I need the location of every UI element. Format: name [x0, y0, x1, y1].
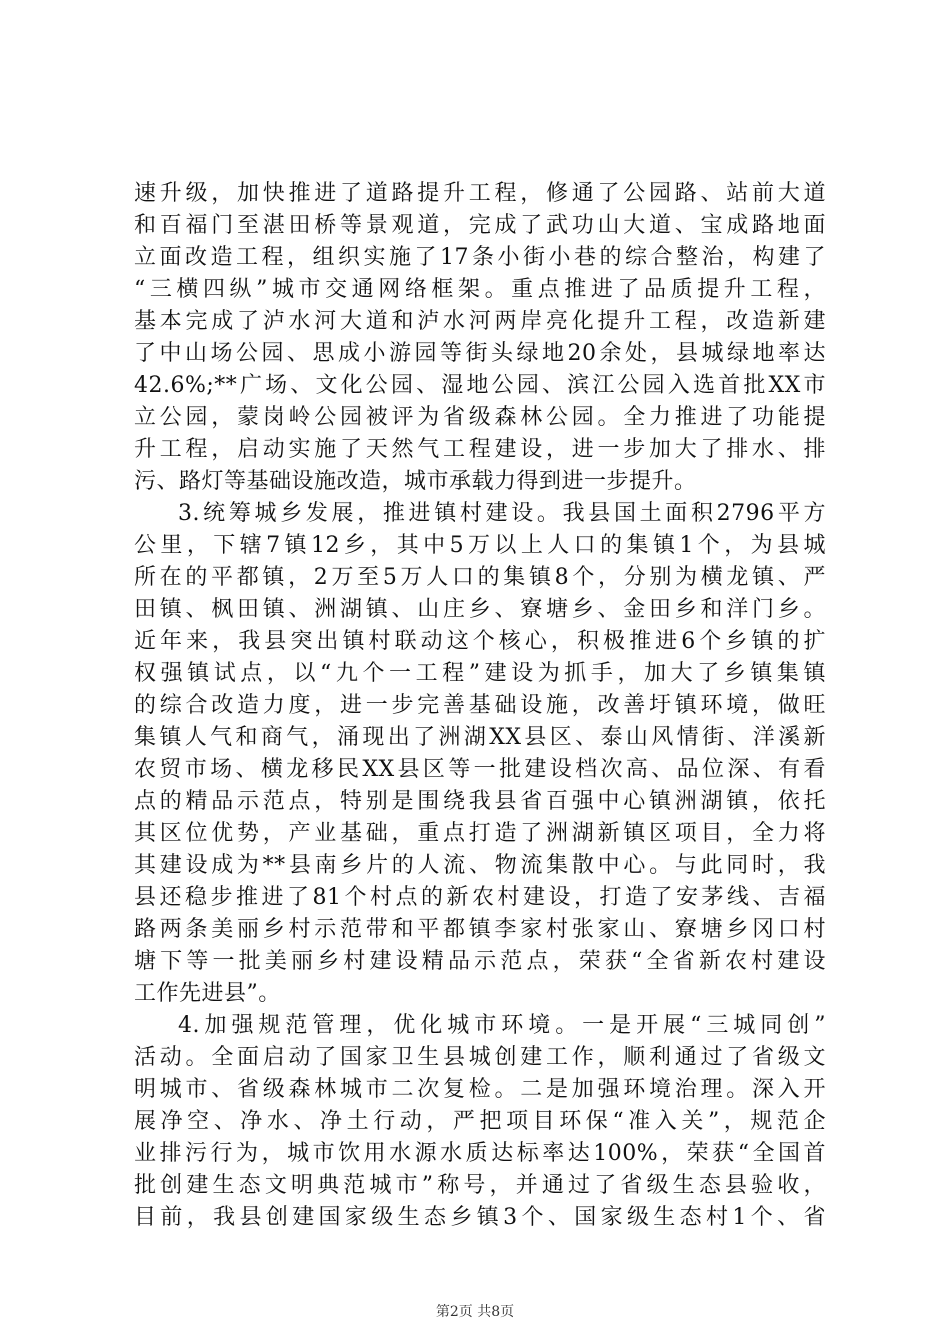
- text-line: 集镇人气和商气，涌现出了洲湖XX县区、泰山风情街、洋溪新: [134, 725, 826, 750]
- text-line: 立面改造工程，组织实施了17条小街小巷的综合整治，构建了: [134, 245, 826, 270]
- text-line: 展净空、净水、净土行动，严把项目环保“准入关”，规范企: [134, 1109, 826, 1134]
- text-line: 基本完成了泸水河大道和泸水河两岸亮化提升工程，改造新建: [134, 309, 826, 334]
- text-line: 批创建生态文明典范城市”称号，并通过了省级生态县验收，: [134, 1173, 826, 1198]
- text-line: 的综合改造力度，进一步完善基础设施，改善圩镇环境，做旺: [134, 693, 826, 718]
- text-line: 3.统筹城乡发展，推进镇村建设。我县国土面积2796平方: [178, 501, 826, 526]
- page-footer: 第2页 共8页: [435, 1304, 515, 1320]
- text-line: 了中山场公园、思成小游园等街头绿地20余处，县城绿地率达: [134, 341, 826, 366]
- text-line: 活动。全面启动了国家卫生县城创建工作，顺利通过了省级文: [134, 1045, 826, 1070]
- text-line: 工作先进县”。: [134, 981, 281, 1006]
- text-line: 立公园，蒙岗岭公园被评为省级森林公园。全力推进了功能提: [134, 405, 826, 430]
- text-line: 县还稳步推进了81个村点的新农村建设，打造了安茅线、吉福: [134, 885, 826, 910]
- text-line: 所在的平都镇，2万至5万人口的集镇8个，分别为横龙镇、严: [134, 565, 826, 590]
- text-line: 塘下等一批美丽乡村建设精品示范点，荣获“全省新农村建设: [134, 949, 826, 974]
- text-line: “三横四纵”城市交通网络框架。重点推进了品质提升工程，: [134, 277, 826, 302]
- text-line: 路两条美丽乡村示范带和平都镇李家村张家山、寮塘乡冈口村: [134, 917, 826, 942]
- text-line: 明城市、省级森林城市二次复检。二是加强环境治理。深入开: [134, 1077, 826, 1102]
- text-line: 其区位优势，产业基础，重点打造了洲湖新镇区项目，全力将: [134, 821, 826, 846]
- text-line: 升工程，启动实施了天然气工程建设，进一步加大了排水、排: [134, 437, 826, 462]
- text-line: 和百福门至湛田桥等景观道，完成了武功山大道、宝成路地面: [134, 213, 826, 238]
- text-line: 农贸市场、横龙移民XX县区等一批建设档次高、品位深、有看: [134, 757, 826, 782]
- text-line: 42.6%;**广场、文化公园、湿地公园、滨江公园入选首批XX市: [134, 373, 826, 398]
- text-line: 4.加强规范管理，优化城市环境。一是开展“三城同创”: [178, 1013, 826, 1038]
- text-line: 其建设成为**县南乡片的人流、物流集散中心。与此同时，我: [134, 853, 826, 878]
- text-line: 公里，下辖7镇12乡，其中5万以上人口的集镇1个，为县城: [134, 533, 826, 558]
- text-line: 目前，我县创建国家级生态乡镇3个、国家级生态村1个、省: [134, 1205, 826, 1230]
- text-line: 污、路灯等基础设施改造，城市承载力得到进一步提升。: [134, 469, 697, 494]
- text-line: 近年来，我县突出镇村联动这个核心，积极推进6个乡镇的扩: [134, 629, 826, 654]
- text-line: 权强镇试点，以“九个一工程”建设为抓手，加大了乡镇集镇: [134, 661, 826, 686]
- body-text: [134, 178, 826, 1234]
- text-line: 速升级，加快推进了道路提升工程，修通了公园路、站前大道: [134, 181, 826, 206]
- text-line: 田镇、枫田镇、洲湖镇、山庄乡、寮塘乡、金田乡和洋门乡。: [134, 597, 826, 622]
- text-line: 点的精品示范点，特别是围绕我县省百强中心镇洲湖镇，依托: [134, 789, 826, 814]
- text-line: 业排污行为，城市饮用水源水质达标率达100%，荣获“全国首: [134, 1141, 826, 1166]
